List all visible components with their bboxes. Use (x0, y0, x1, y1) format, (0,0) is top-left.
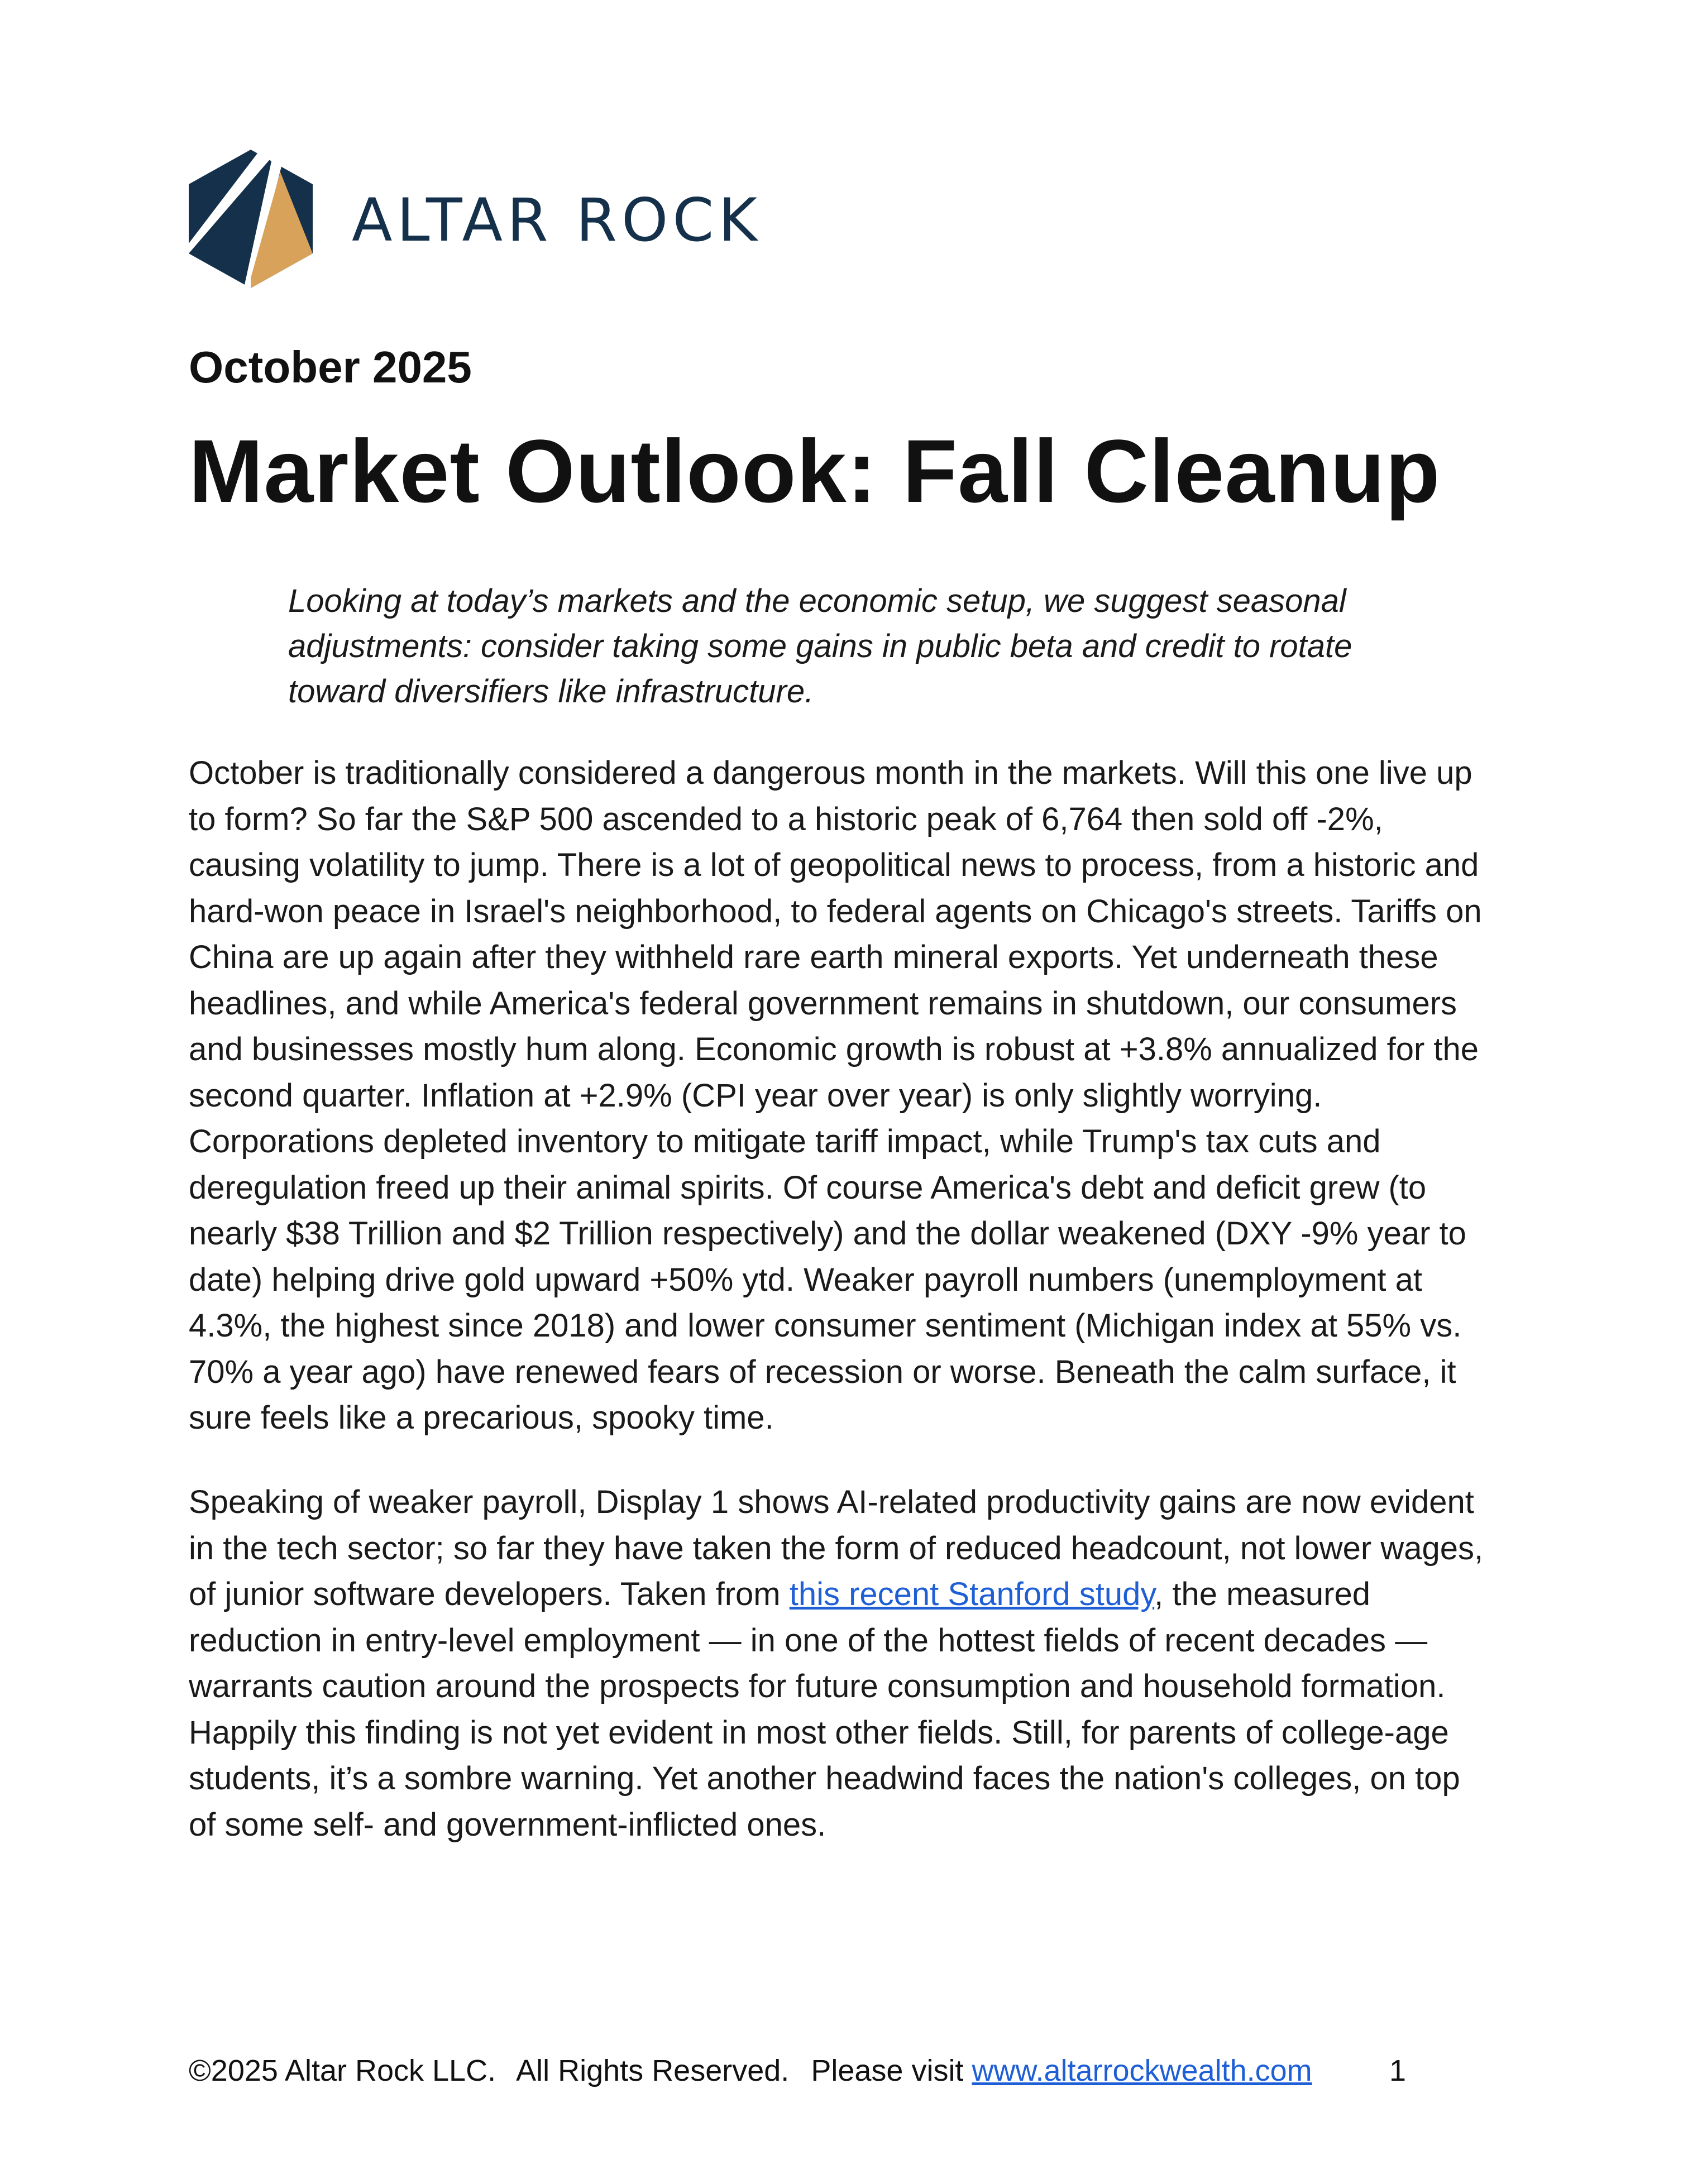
altar-rock-logo-icon (189, 150, 313, 288)
footer-visit-text: Please visit (811, 2054, 964, 2087)
body-paragraph-1: October is traditionally considered a dangerous month in the markets. Will this one live up to form? So far the S&P 500 ascended to a historic peak of 6,764 then sold off -2%, causing volatility to jump. There is a lot of geopolitical news to process, from a historic and hard-won peace in Israel's neighborhood, to federal agents on Chicago's streets. Tariffs on China are up again after they withheld rare earth mineral exports. Yet underneath these headlines, and while America's federal government remains in shutdown, our consumers and businesses mostly hum along. Economic growth is robust at +3.8% annualized for the second quarter. Inflation at +2.9% (CPI year over year) is only slightly worrying. Corporations depleted inventory to mitigate tariff impact, while Trump's tax cuts and deregulation freed up their animal spirits. Of course America's debt and deficit grew (to nearly $38 Trillion and $2 Trillion respectively) and the dollar weakened (DXY -9% year to date) helping drive gold upward +50% ytd. Weaker payroll numbers (unemployment at 4.3%, the highest since 2018) and lower consumer sentiment (Michigan index at 55% vs. 70% a year ago) have renewed fears of recession or worse. Beneath the calm surface, it sure feels like a precarious, spooky time. (189, 755, 1482, 1436)
paragraph-2-text-before-link: Speaking of weaker payroll, Display 1 shows AI-related productivity gains are now evident in the tech sector; so far they have taken the form of reduced headcount, not lower wages, of junior software developers. Taken from (189, 1484, 1484, 1612)
summary-paragraph: Looking at today’s markets and the economic setup, we suggest seasonal adjustments: consider taking some gains in public beta and credit to rotate toward diversifiers like infrastructure. (288, 583, 1352, 710)
page-title: Market Outlook: Fall Cleanup (189, 421, 1441, 521)
footer-rights: All Rights Reserved. (516, 2054, 790, 2087)
paragraph-2-text-after-link: , the measured reduction in entry-level employment — in one of the hottest fields of recent decades — warrants caution around the prospects for future consumption and household formation. Happily this finding is not yet evident in most other fields. Still, for parents of college-age students, it’s a sombre warning. Yet another headwind faces the nation's colleges, on top of some self- and government-inflicted ones. (189, 1576, 1460, 1843)
footer-copyright: ©2025 Altar Rock LLC. (189, 2054, 496, 2087)
logo-wordmark: ALTAR ROCK (352, 185, 762, 255)
page-footer (189, 2053, 1312, 2088)
publication-date: October 2025 (189, 342, 472, 392)
website-link[interactable]: www.altarrockwealth.com (972, 2054, 1312, 2087)
stanford-study-link[interactable]: this recent Stanford study (789, 1576, 1155, 1612)
body-paragraph-2 (189, 1479, 1495, 1848)
company-logo (189, 150, 762, 288)
page-number: 1 (1389, 2054, 1407, 2087)
